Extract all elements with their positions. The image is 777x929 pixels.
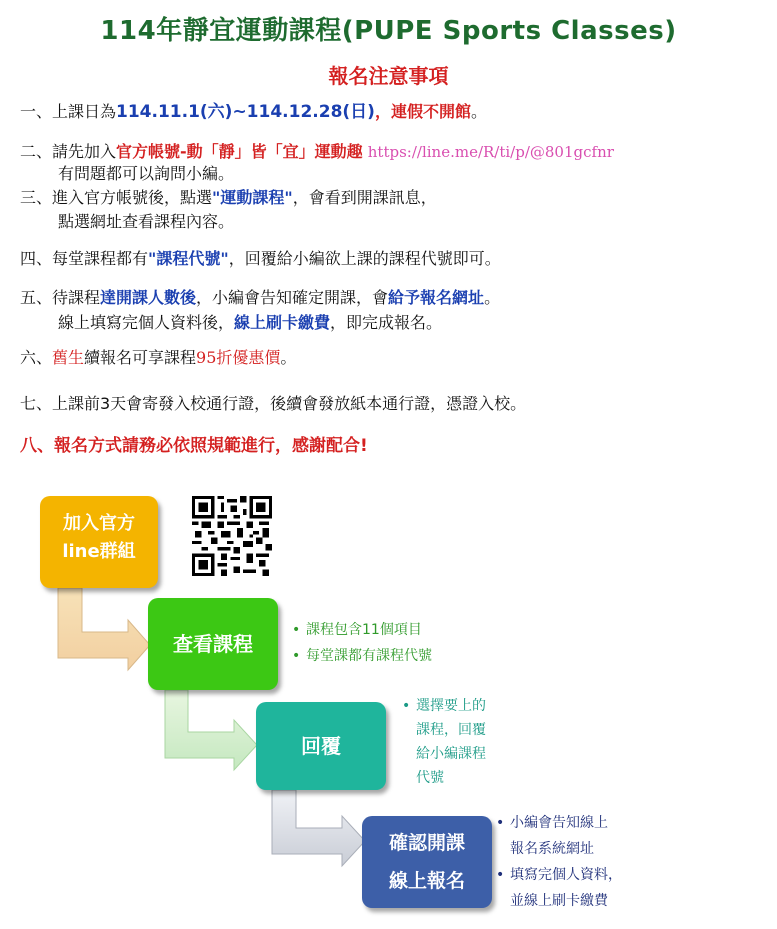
note-item: • 填寫完個人資料， <box>496 867 622 883</box>
notes-reply <box>402 694 486 790</box>
item-six-mid: 續報名可享課程 <box>84 348 197 367</box>
page-subtitle: 報名注意事項 <box>328 64 449 88</box>
item-two-pre: 二、請先加入 <box>20 142 117 161</box>
item-four-highlight: "課程代號" <box>148 249 229 268</box>
note-item: • 選擇要上的 <box>402 698 486 714</box>
note-item: 課程，回覆 <box>416 722 486 738</box>
item-five-end: 。 <box>484 288 501 307</box>
step-join-line-group <box>40 496 158 588</box>
step1-line1: 加入官方 <box>63 513 135 534</box>
item-five-mid: ，小編會告知確定開課，會 <box>196 288 389 307</box>
step-reply: 回覆 <box>256 702 386 790</box>
item-three-line2: 點選網址查看課程內容。 <box>58 212 235 231</box>
item-six-end: 。 <box>280 348 297 367</box>
item-two-url[interactable]: https://line.me/R/ti/p/@801gcfnr <box>367 143 614 161</box>
item-four-pre: 四、每堂課程都有 <box>20 249 149 268</box>
arrow-2 <box>165 690 257 770</box>
line-qr-code <box>189 496 275 576</box>
item-one-dates: 114.11.1(六)~114.12.28(日) <box>116 102 375 122</box>
item-two-line2: 有問題都可以詢問小編。 <box>58 164 235 183</box>
step1-line2: line群組 <box>62 541 136 562</box>
note-item: • 課程包含11個項目 <box>292 622 422 638</box>
item-six-discount: 95折優惠價 <box>196 348 281 367</box>
item-five-pre: 五、待課程 <box>20 288 101 307</box>
item-three-post: ，會看到開課訊息， <box>292 188 437 207</box>
item-six-pre: 六、 <box>20 348 53 367</box>
item-one-pre: 一、上課日為 <box>20 102 117 121</box>
note-item: 代號 <box>416 770 444 786</box>
item-two-account: 官方帳號-動「靜」皆「宜」運動趣 <box>116 142 363 161</box>
item-five-line2-post: ，即完成報名。 <box>330 313 443 332</box>
item-three-pre: 三、進入官方帳號後，點選 <box>20 188 213 207</box>
page-title: 114年靜宜運動課程(PUPE Sports Classes) <box>100 16 677 46</box>
item-six-old: 舊生 <box>52 348 85 367</box>
arrow-1 <box>58 588 150 670</box>
item-four-post: ，回覆給小編欲上課的課程代號即可。 <box>228 249 501 268</box>
item-five-line2-highlight: 線上刷卡繳費 <box>234 313 331 332</box>
item-five-h2: 給予報名網址 <box>388 288 485 307</box>
item-one-end: 。 <box>470 102 487 121</box>
item-five-h1: 達開課人數後 <box>100 288 197 307</box>
notes-view-courses <box>292 617 432 669</box>
note-item: • 小編會告知線上 <box>496 815 608 831</box>
item-five-line2-pre: 線上填寫完個人資料後， <box>58 313 235 332</box>
item-one-closed: ，連假不開館 <box>374 102 471 121</box>
step-view-courses: 查看課程 <box>148 598 278 690</box>
note-item: 給小編課程 <box>416 746 486 762</box>
step4-line1: 確認開課 <box>388 832 465 854</box>
note-item: 並線上刷卡繳費 <box>510 893 608 909</box>
arrow-3 <box>272 790 365 866</box>
step4-line2: 線上報名 <box>388 870 465 892</box>
item-seven: 七、上課前3天會寄發入校通行證，後續會發放紙本通行證，憑證入校。 <box>20 394 527 413</box>
item-three-highlight: "運動課程" <box>212 188 293 207</box>
item-eight: 八、報名方式請務必依照規範進行，感謝配合! <box>20 436 368 456</box>
note-item: 報名系統網址 <box>510 841 594 857</box>
notes-confirm-register <box>496 810 622 914</box>
note-item: • 每堂課都有課程代號 <box>292 648 432 664</box>
step-confirm-register <box>362 816 492 908</box>
